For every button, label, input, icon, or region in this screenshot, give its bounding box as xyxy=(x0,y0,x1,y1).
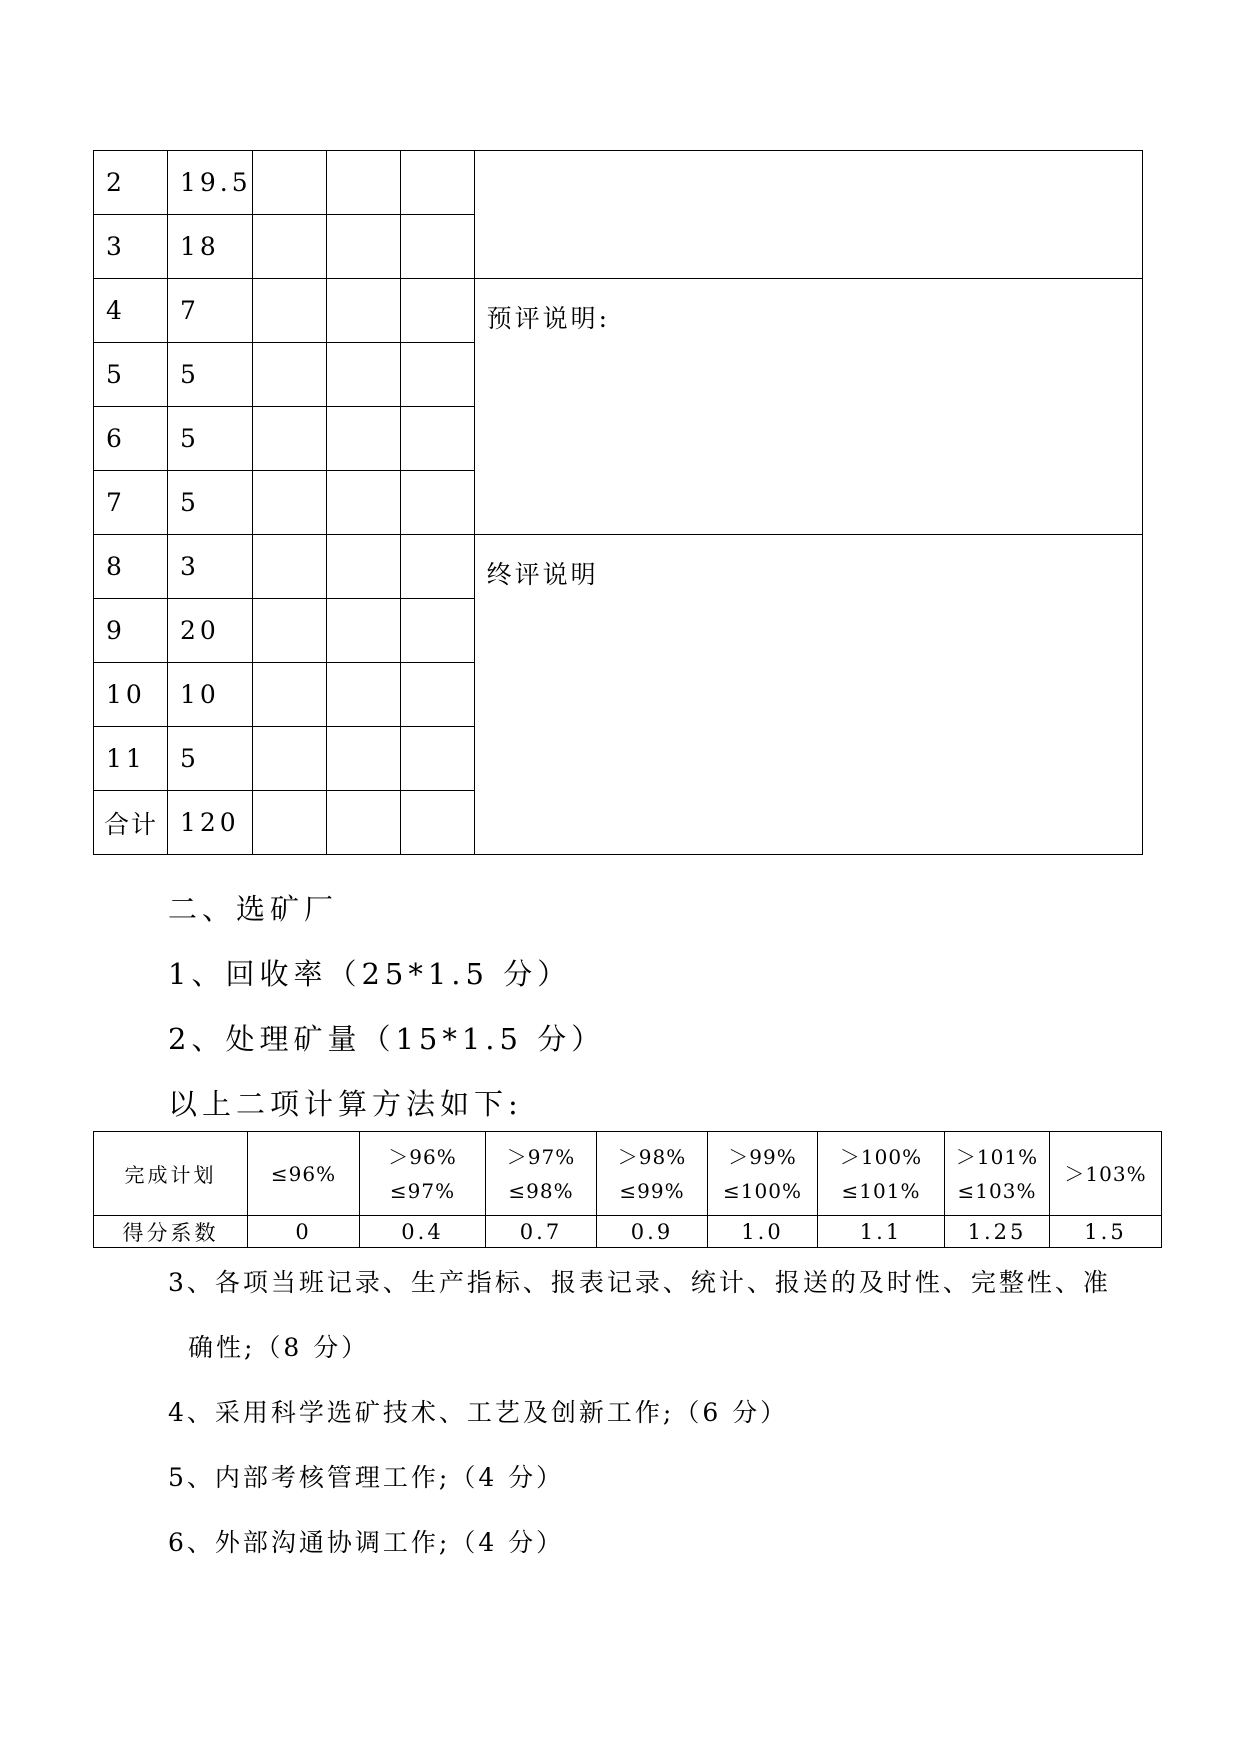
range-top: ＞100% xyxy=(839,1144,923,1169)
range-cell xyxy=(248,1132,360,1216)
item-internal-assessment: 5、内部考核管理工作;（4 分） xyxy=(168,1463,565,1492)
coef-value: 1.25 xyxy=(945,1216,1050,1248)
coef-value: 0 xyxy=(248,1216,360,1248)
range-bottom: ≤98% xyxy=(508,1178,574,1203)
blank-cell xyxy=(252,215,326,279)
blank-cell xyxy=(400,151,474,215)
range-top: ＞101% xyxy=(955,1144,1039,1169)
row-score: 5 xyxy=(168,727,253,791)
range-cell xyxy=(945,1132,1050,1216)
row-score: 5 xyxy=(168,471,253,535)
range-cell xyxy=(360,1132,486,1216)
total-score: 120 xyxy=(168,791,253,855)
row-score: 5 xyxy=(168,407,253,471)
range-bottom: ≤103% xyxy=(957,1178,1037,1203)
blank-cell xyxy=(326,535,400,599)
blank-cell xyxy=(252,535,326,599)
row-score: 18 xyxy=(168,215,253,279)
blank-cell xyxy=(252,599,326,663)
row-number: 2 xyxy=(94,151,168,215)
pre-evaluation-note: 预评说明: xyxy=(474,279,1142,535)
blank-cell xyxy=(400,407,474,471)
blank-cell xyxy=(326,215,400,279)
blank-cell xyxy=(252,471,326,535)
blank-cell xyxy=(252,407,326,471)
calc-method-intro: 以上二项计算方法如下: xyxy=(168,1087,523,1121)
blank-cell xyxy=(252,343,326,407)
row-number: 3 xyxy=(94,215,168,279)
blank-cell xyxy=(252,727,326,791)
range-bottom: ≤99% xyxy=(619,1178,685,1203)
blank-cell xyxy=(400,663,474,727)
range-top: ＞99% xyxy=(728,1144,797,1169)
row-score: 19.5 xyxy=(168,151,253,215)
row-number: 10 xyxy=(94,663,168,727)
row-score: 7 xyxy=(168,279,253,343)
row-number: 4 xyxy=(94,279,168,343)
range-cell xyxy=(708,1132,818,1216)
range-cell xyxy=(597,1132,708,1216)
coef-value: 0.7 xyxy=(486,1216,597,1248)
row-number: 11 xyxy=(94,727,168,791)
blank-cell xyxy=(400,343,474,407)
coefficient-table xyxy=(93,1131,1162,1248)
range-bottom: ≤101% xyxy=(841,1178,921,1203)
blank-cell xyxy=(326,407,400,471)
blank-cell xyxy=(252,279,326,343)
item-external-coordination: 6、外部沟通协调工作;（4 分） xyxy=(168,1528,565,1557)
total-label: 合计 xyxy=(94,791,168,855)
coef-value: 0.4 xyxy=(360,1216,486,1248)
range-top: ＞96% xyxy=(388,1144,457,1169)
item-records-line1: 3、各项当班记录、生产指标、报表记录、统计、报送的及时性、完整性、准 xyxy=(168,1268,1111,1297)
blank-cell xyxy=(400,535,474,599)
coef-header-row xyxy=(94,1132,1162,1216)
range-top: ＞103% xyxy=(1064,1161,1147,1186)
item-records-line2: 确性;（8 分） xyxy=(188,1333,370,1362)
blank-cell xyxy=(400,279,474,343)
plan-completion-label: 完成计划 xyxy=(94,1132,248,1216)
row-score: 3 xyxy=(168,535,253,599)
row-number: 7 xyxy=(94,471,168,535)
row-number: 5 xyxy=(94,343,168,407)
blank-cell xyxy=(326,727,400,791)
blank-cell xyxy=(326,663,400,727)
range-top: ＞98% xyxy=(617,1144,687,1169)
blank-cell xyxy=(326,471,400,535)
range-top: ≤96% xyxy=(270,1161,337,1186)
final-evaluation-note: 终评说明 xyxy=(474,535,1142,855)
row-number: 8 xyxy=(94,535,168,599)
score-table xyxy=(93,150,1143,855)
range-top: ＞97% xyxy=(506,1144,576,1169)
blank-cell xyxy=(252,663,326,727)
coef-value: 0.9 xyxy=(597,1216,708,1248)
blank-cell xyxy=(326,599,400,663)
table-row xyxy=(94,535,1143,599)
range-cell xyxy=(1050,1132,1162,1216)
row-score: 5 xyxy=(168,343,253,407)
table-row xyxy=(94,151,1143,215)
row-number: 9 xyxy=(94,599,168,663)
score-coefficient-label: 得分系数 xyxy=(94,1216,248,1248)
blank-cell xyxy=(326,791,400,855)
row-score: 10 xyxy=(168,663,253,727)
table-row xyxy=(94,279,1143,343)
section-heading: 二、选矿厂 xyxy=(168,892,339,926)
range-cell xyxy=(486,1132,597,1216)
item-recovery-rate: 1、回收率（25*1.5 分） xyxy=(168,957,572,991)
coef-value-row xyxy=(94,1216,1162,1248)
blank-cell xyxy=(400,727,474,791)
blank-cell xyxy=(326,151,400,215)
range-bottom: ≤100% xyxy=(723,1178,802,1203)
item-technology: 4、采用科学选矿技术、工艺及创新工作;（6 分） xyxy=(168,1398,789,1427)
blank-cell xyxy=(400,599,474,663)
coef-value: 1.5 xyxy=(1050,1216,1162,1248)
blank-cell xyxy=(252,151,326,215)
blank-cell xyxy=(252,791,326,855)
blank-cell xyxy=(400,471,474,535)
range-cell xyxy=(818,1132,945,1216)
note-cell-empty xyxy=(474,151,1142,279)
blank-cell xyxy=(326,279,400,343)
coef-value: 1.1 xyxy=(818,1216,945,1248)
row-score: 20 xyxy=(168,599,253,663)
blank-cell xyxy=(400,791,474,855)
coef-value: 1.0 xyxy=(708,1216,818,1248)
blank-cell xyxy=(400,215,474,279)
row-number: 6 xyxy=(94,407,168,471)
blank-cell xyxy=(326,343,400,407)
item-processing-volume: 2、处理矿量（15*1.5 分） xyxy=(168,1022,606,1056)
range-bottom: ≤97% xyxy=(389,1178,456,1203)
